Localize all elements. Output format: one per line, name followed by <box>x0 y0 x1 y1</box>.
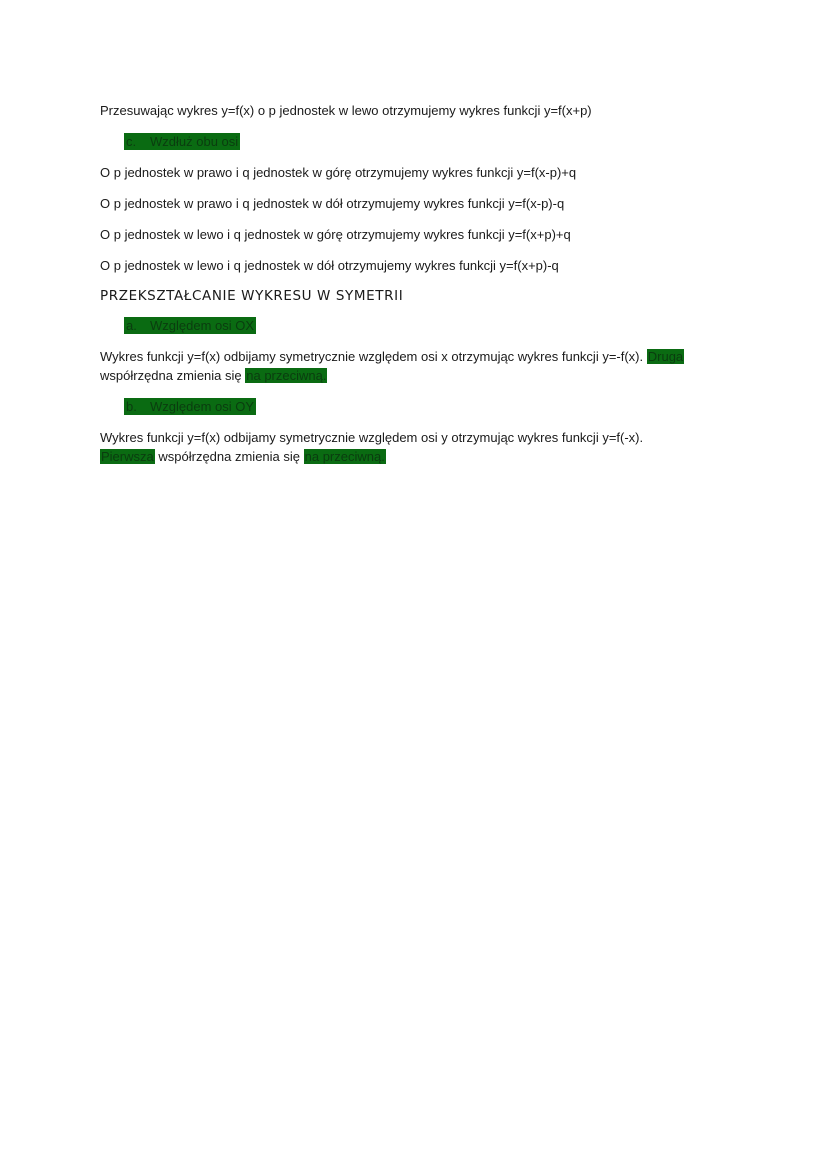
list-marker: a. <box>126 318 137 333</box>
highlighted-word: Pierwsza <box>101 449 154 464</box>
highlighted-list-label <box>124 133 240 150</box>
list-item-ox-axis <box>124 316 740 335</box>
paragraph-left-down: O p jednostek w lewo i q jednostek w dół otrzymujemy wykres funkcji y=f(x+p)-q <box>100 258 559 273</box>
highlighted-phrase: na przeciwną. <box>246 368 327 383</box>
highlighted-phrase: na przeciwną. <box>304 449 385 464</box>
paragraph-text: Wykres funkcji y=f(x) odbijamy symetrycznie względem osi x otrzymując wykres funkcji y=-f(x). <box>100 349 644 364</box>
list-item-oy-axis <box>124 397 740 416</box>
paragraph-text: współrzędna zmienia się <box>158 449 300 464</box>
document-body <box>100 101 740 478</box>
list-label: Wzdłuż obu osi <box>150 134 239 149</box>
list-marker: b. <box>126 399 137 414</box>
paragraph-text: Wykres funkcji y=f(x) odbijamy symetrycznie względem osi y otrzymując wykres funkcji y=f(-x). <box>100 430 644 445</box>
list-label: Względem osi OY <box>150 399 255 414</box>
paragraph-ox-symmetry <box>100 347 740 385</box>
paragraph-left-up: O p jednostek w lewo i q jednostek w górę otrzymujemy wykres funkcji y=f(x+p)+q <box>100 227 571 242</box>
highlighted-list-label <box>124 317 256 334</box>
paragraph-text: współrzędna zmienia się <box>100 368 242 383</box>
paragraph-oy-symmetry <box>100 428 740 466</box>
paragraph-right-up: O p jednostek w prawo i q jednostek w górę otrzymujemy wykres funkcji y=f(x-p)+q <box>100 165 577 180</box>
highlighted-word: Druga <box>647 349 684 364</box>
paragraph-shift-left: Przesuwając wykres y=f(x) o p jednostek w lewo otrzymujemy wykres funkcji y=f(x+p) <box>100 103 592 118</box>
list-label: Względem osi OX <box>150 318 255 333</box>
paragraph-right-down: O p jednostek w prawo i q jednostek w dół otrzymujemy wykres funkcji y=f(x-p)-q <box>100 196 565 211</box>
list-item-both-axes <box>124 132 740 151</box>
section-heading: PRZEKSZTAŁCANIE WYKRESU W SYMETRII <box>100 288 404 304</box>
list-marker: c. <box>126 134 137 149</box>
highlighted-list-label <box>124 398 256 415</box>
